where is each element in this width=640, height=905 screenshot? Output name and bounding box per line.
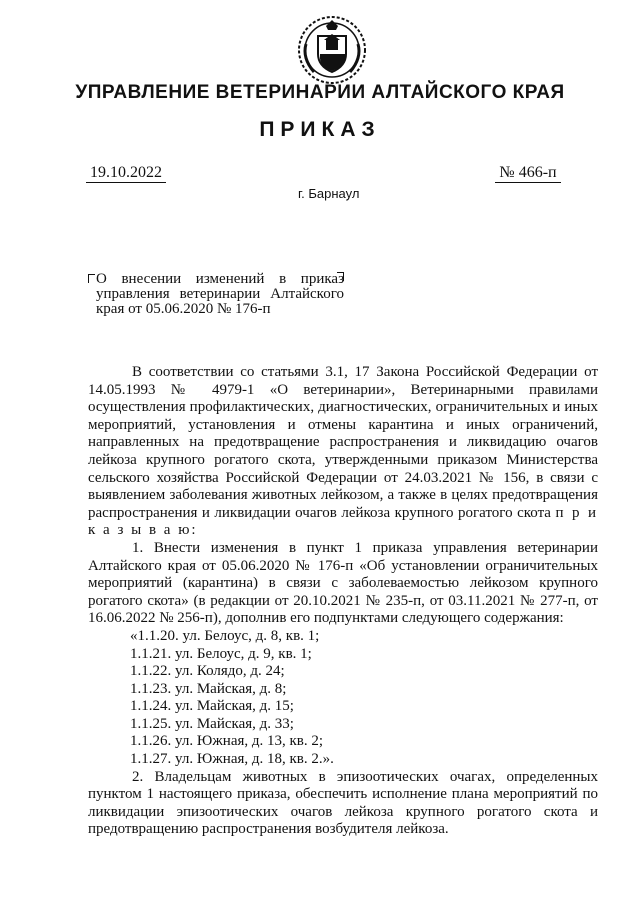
document-body — [88, 364, 598, 839]
subitem: 1.1.25. ул. Майская, д. 33; — [130, 715, 294, 732]
subitem: 1.1.22. ул. Колядо, д. 24; — [130, 663, 285, 680]
subitem: 1.1.24. ул. Майская, д. 15; — [130, 698, 294, 715]
document-date: 19.10.2022 — [86, 164, 166, 183]
item-1: 1. Внести изменения в пункт 1 приказа управления ветеринарии Алтайского края от 05.06.2020 № 176-п «Об установлении ограничительных мероприятий (карантина) в связи с заболеваемостью лейкозом крупного рогатого скота» (в редакции от 20.10.2021 № 235-п, от 03.11.2021 № 277-п, от 16.06.2022 № 256-п), дополнив его подпунктами следующего содержания: — [88, 539, 598, 627]
order-word: п р и к а з ы в а ю: — [88, 504, 599, 539]
document-type: ПРИКАЗ — [259, 118, 381, 141]
preamble-text: В соответствии со статьями 3.1, 17 Закона Российской Федерации от 14.05.1993 № 4979-1 «О ветеринарии», Ветеринарными правилами осуществления профилактических, диагностических, ограничительных и иных мероприятий, установления и отмены карантина и иных ограничений, направленных на предотвращение распространения и ликвидацию очагов лейкоза крупного рогатого скота, утвержденными приказом Министерства сельского хозяйства Российской Федерации от 24.03.2021 № 156, в связи с выявлением заболевания животных лейкозом, а также в целях предотвращения распространения и ликвидации очагов лейкоза крупного рогатого скота — [88, 364, 598, 521]
altai-krai-coat-of-arms-icon — [296, 14, 368, 86]
document-number: № 466-п — [495, 164, 561, 183]
document-city: г. Барнаул — [298, 186, 360, 201]
organization-title: УПРАВЛЕНИЕ ВЕТЕРИНАРИИ АЛТАЙСКОГО КРАЯ — [75, 82, 565, 103]
subject-bracket-left — [88, 274, 95, 283]
subitem: 1.1.23. ул. Майская, д. 8; — [130, 680, 287, 697]
preamble-paragraph — [88, 364, 598, 540]
item-2: 2. Владельцам животных в эпизоотических очагах, определенных пунктом 1 настоящего приказа, обеспечить исполнение плана мероприятий по ликвидации эпизоотических очагов лейкоза крупного рогатого скота и предотвращению распространения возбудителя лейкоза. — [88, 768, 598, 838]
subitem: «1.1.20. ул. Белоус, д. 8, кв. 1; — [130, 627, 320, 644]
subitem: 1.1.26. ул. Южная, д. 13, кв. 2; — [130, 733, 324, 750]
subitem: 1.1.27. ул. Южная, д. 18, кв. 2.». — [130, 751, 334, 768]
subitem: 1.1.21. ул. Белоус, д. 9, кв. 1; — [130, 645, 312, 662]
document-subject: О внесении изменений в приказ управления ветеринарии Алтайского края от 05.06.2020 № 176-п — [96, 271, 344, 317]
